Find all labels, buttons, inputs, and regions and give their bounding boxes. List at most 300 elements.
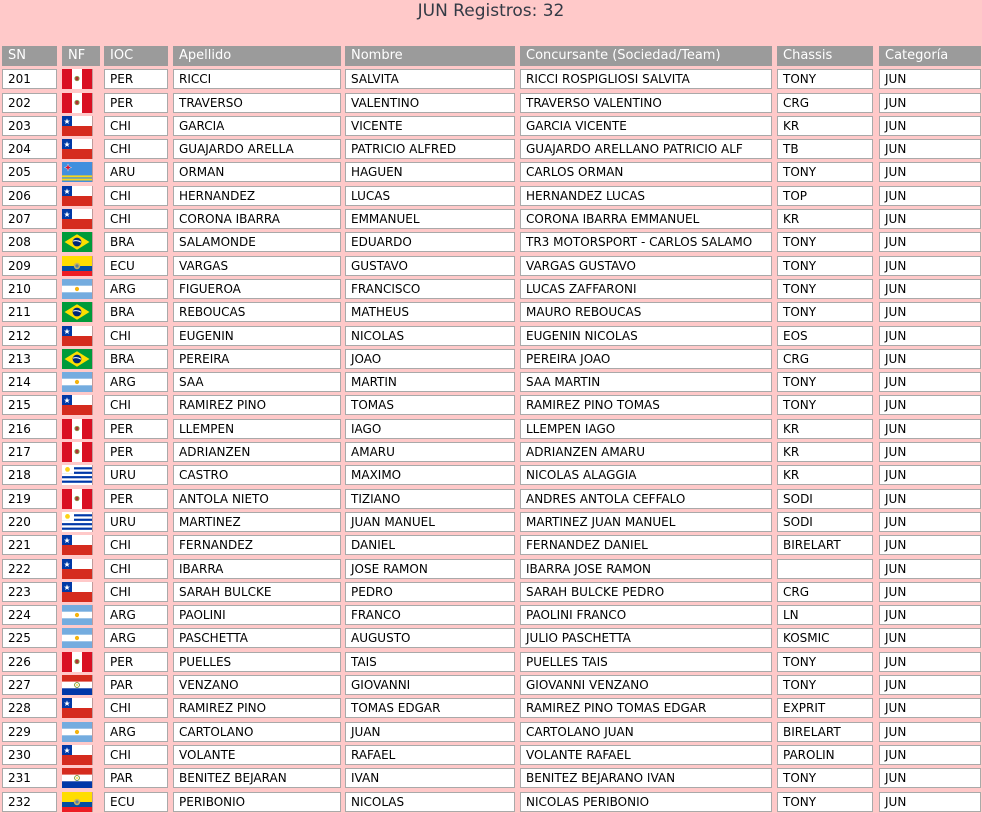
cell-concursante: ANDRES ANTOLA CEFFALO (520, 489, 772, 509)
cell-nombre: TOMAS (345, 395, 515, 415)
cell-concursante: GIOVANNI VENZANO (520, 675, 772, 695)
column-header-sn: SN (2, 46, 57, 66)
cell-nombre: MARTIN (345, 372, 515, 392)
cell-nombre: PEDRO (345, 582, 515, 602)
column-header-concursante: Concursante (Sociedad/Team) (520, 46, 772, 66)
cell-concursante: SAA MARTIN (520, 372, 772, 392)
cell-concursante: PEREIRA JOAO (520, 349, 772, 369)
cell-apellido: RAMIREZ PINO (173, 698, 341, 718)
cell-sn: 224 (2, 605, 57, 625)
cell-nombre: JUAN (345, 722, 515, 742)
flag-bra-icon (62, 302, 100, 322)
cell-chassis: TOP (777, 186, 873, 206)
cell-ioc: CHI (104, 139, 168, 159)
cell-chassis: EXPRIT (777, 698, 873, 718)
cell-nombre: TOMAS EDGAR (345, 698, 515, 718)
column-header-apellido: Apellido (173, 46, 341, 66)
cell-chassis: KR (777, 442, 873, 462)
table-row (2, 652, 982, 672)
cell-sn: 212 (2, 326, 57, 346)
cell-concursante: VOLANTE RAFAEL (520, 745, 772, 765)
table-header-row (2, 46, 982, 66)
cell-categoria: JUN (879, 559, 981, 579)
cell-categoria: JUN (879, 209, 981, 229)
cell-categoria: JUN (879, 93, 981, 113)
column-header-chassis: Chassis (777, 46, 873, 66)
flag-chi-icon (62, 535, 100, 555)
flag-chi-icon (62, 116, 100, 136)
cell-ioc: ECU (104, 256, 168, 276)
cell-categoria: JUN (879, 465, 981, 485)
flag-per-icon (62, 489, 100, 509)
table-row (2, 162, 982, 182)
cell-apellido: VENZANO (173, 675, 341, 695)
table-row (2, 559, 982, 579)
cell-sn: 202 (2, 93, 57, 113)
cell-nombre: RAFAEL (345, 745, 515, 765)
cell-apellido: FERNANDEZ (173, 535, 341, 555)
cell-categoria: JUN (879, 675, 981, 695)
cell-nombre: EMMANUEL (345, 209, 515, 229)
cell-chassis: CRG (777, 582, 873, 602)
page-title: JUN Registros: 32 (417, 1, 565, 21)
cell-categoria: JUN (879, 302, 981, 322)
table-row (2, 419, 982, 439)
cell-chassis: CRG (777, 93, 873, 113)
cell-sn: 228 (2, 698, 57, 718)
table-row (2, 465, 982, 485)
cell-categoria: JUN (879, 628, 981, 648)
cell-nombre: VALENTINO (345, 93, 515, 113)
cell-chassis: TONY (777, 162, 873, 182)
table-row (2, 372, 982, 392)
cell-sn: 220 (2, 512, 57, 532)
cell-concursante: RAMIREZ PINO TOMAS EDGAR (520, 698, 772, 718)
flag-chi-icon (62, 395, 100, 415)
cell-sn: 210 (2, 279, 57, 299)
cell-categoria: JUN (879, 395, 981, 415)
cell-chassis: TONY (777, 232, 873, 252)
flag-uru-icon (62, 465, 100, 485)
cell-concursante: FERNANDEZ DANIEL (520, 535, 772, 555)
table-row (2, 116, 982, 136)
table-body (2, 69, 982, 811)
registrations-table (0, 46, 982, 812)
cell-categoria: JUN (879, 256, 981, 276)
cell-apellido: VARGAS (173, 256, 341, 276)
cell-apellido: CARTOLANO (173, 722, 341, 742)
cell-concursante: VARGAS GUSTAVO (520, 256, 772, 276)
table-row (2, 139, 982, 159)
cell-apellido: EUGENIN (173, 326, 341, 346)
cell-concursante: MAURO REBOUCAS (520, 302, 772, 322)
cell-concursante: GUAJARDO ARELLANO PATRICIO ALF (520, 139, 772, 159)
cell-concursante: SARAH BULCKE PEDRO (520, 582, 772, 602)
cell-categoria: JUN (879, 372, 981, 392)
cell-apellido: FIGUEROA (173, 279, 341, 299)
flag-ecu-icon (62, 792, 100, 812)
cell-chassis: KR (777, 209, 873, 229)
cell-concursante: PUELLES TAIS (520, 652, 772, 672)
table-row (2, 722, 982, 742)
cell-chassis: SODI (777, 512, 873, 532)
cell-concursante: CORONA IBARRA EMMANUEL (520, 209, 772, 229)
flag-chi-icon (62, 326, 100, 346)
cell-chassis: TONY (777, 675, 873, 695)
table-row (2, 698, 982, 718)
cell-categoria: JUN (879, 69, 981, 89)
cell-chassis: TONY (777, 256, 873, 276)
cell-nombre: PATRICIO ALFRED (345, 139, 515, 159)
cell-ioc: BRA (104, 232, 168, 252)
cell-ioc: CHI (104, 395, 168, 415)
cell-apellido: GARCIA (173, 116, 341, 136)
cell-apellido: TRAVERSO (173, 93, 341, 113)
cell-chassis: TONY (777, 372, 873, 392)
cell-concursante: BENITEZ BEJARANO IVAN (520, 768, 772, 788)
column-header-ioc: IOC (104, 46, 168, 66)
cell-nombre: NICOLAS (345, 326, 515, 346)
cell-concursante: NICOLAS ALAGGIA (520, 465, 772, 485)
cell-ioc: BRA (104, 349, 168, 369)
cell-nombre: EDUARDO (345, 232, 515, 252)
cell-sn: 208 (2, 232, 57, 252)
table-row (2, 349, 982, 369)
flag-arg-icon (62, 722, 100, 742)
cell-chassis: TONY (777, 652, 873, 672)
cell-ioc: CHI (104, 209, 168, 229)
table-row (2, 675, 982, 695)
cell-chassis: CRG (777, 349, 873, 369)
cell-categoria: JUN (879, 279, 981, 299)
cell-apellido: SARAH BULCKE (173, 582, 341, 602)
cell-ioc: ARG (104, 372, 168, 392)
cell-concursante: TR3 MOTORSPORT - CARLOS SALAMO (520, 232, 772, 252)
table-row (2, 93, 982, 113)
cell-nombre: VICENTE (345, 116, 515, 136)
cell-nombre: DANIEL (345, 535, 515, 555)
cell-nombre: IVAN (345, 768, 515, 788)
flag-per-icon (62, 69, 100, 89)
cell-ioc: ARG (104, 279, 168, 299)
cell-ioc: PER (104, 69, 168, 89)
cell-apellido: PEREIRA (173, 349, 341, 369)
cell-nombre: HAGUEN (345, 162, 515, 182)
cell-sn: 209 (2, 256, 57, 276)
cell-sn: 204 (2, 139, 57, 159)
cell-ioc: CHI (104, 116, 168, 136)
cell-concursante: RICCI ROSPIGLIOSI SALVITA (520, 69, 772, 89)
cell-chassis: TONY (777, 302, 873, 322)
cell-sn: 225 (2, 628, 57, 648)
cell-concursante: EUGENIN NICOLAS (520, 326, 772, 346)
cell-chassis: KR (777, 419, 873, 439)
cell-concursante: JULIO PASCHETTA (520, 628, 772, 648)
cell-ioc: URU (104, 465, 168, 485)
column-header-categoria: Categoría (879, 46, 981, 66)
table-row (2, 326, 982, 346)
flag-per-icon (62, 419, 100, 439)
flag-arg-icon (62, 605, 100, 625)
cell-concursante: TRAVERSO VALENTINO (520, 93, 772, 113)
cell-concursante: RAMIREZ PINO TOMAS (520, 395, 772, 415)
cell-concursante: LUCAS ZAFFARONI (520, 279, 772, 299)
cell-ioc: CHI (104, 535, 168, 555)
cell-concursante: GARCIA VICENTE (520, 116, 772, 136)
flag-arg-icon (62, 628, 100, 648)
cell-concursante: IBARRA JOSE RAMON (520, 559, 772, 579)
cell-apellido: SALAMONDE (173, 232, 341, 252)
cell-ioc: PER (104, 442, 168, 462)
cell-categoria: JUN (879, 535, 981, 555)
table-row (2, 69, 982, 89)
cell-ioc: CHI (104, 698, 168, 718)
cell-categoria: JUN (879, 745, 981, 765)
flag-chi-icon (62, 698, 100, 718)
cell-sn: 227 (2, 675, 57, 695)
table-row (2, 792, 982, 812)
cell-sn: 222 (2, 559, 57, 579)
cell-apellido: SAA (173, 372, 341, 392)
cell-categoria: JUN (879, 116, 981, 136)
flag-bra-icon (62, 349, 100, 369)
cell-sn: 229 (2, 722, 57, 742)
cell-ioc: CHI (104, 186, 168, 206)
cell-apellido: LLEMPEN (173, 419, 341, 439)
cell-nombre: TAIS (345, 652, 515, 672)
cell-chassis: KR (777, 116, 873, 136)
cell-ioc: BRA (104, 302, 168, 322)
cell-chassis: BIRELART (777, 722, 873, 742)
table-row (2, 582, 982, 602)
cell-categoria: JUN (879, 349, 981, 369)
table-row (2, 232, 982, 252)
cell-apellido: HERNANDEZ (173, 186, 341, 206)
table-row (2, 442, 982, 462)
cell-categoria: JUN (879, 232, 981, 252)
cell-ioc: URU (104, 512, 168, 532)
cell-apellido: MARTINEZ (173, 512, 341, 532)
cell-nombre: AUGUSTO (345, 628, 515, 648)
cell-nombre: FRANCO (345, 605, 515, 625)
cell-sn: 207 (2, 209, 57, 229)
cell-chassis: BIRELART (777, 535, 873, 555)
table-row (2, 256, 982, 276)
cell-chassis: KOSMIC (777, 628, 873, 648)
cell-categoria: JUN (879, 139, 981, 159)
flag-chi-icon (62, 186, 100, 206)
cell-ioc: ECU (104, 792, 168, 812)
table-row (2, 535, 982, 555)
cell-categoria: JUN (879, 326, 981, 346)
cell-sn: 203 (2, 116, 57, 136)
table-row (2, 768, 982, 788)
cell-chassis: TONY (777, 395, 873, 415)
column-header-nombre: Nombre (345, 46, 515, 66)
cell-sn: 216 (2, 419, 57, 439)
table-row (2, 489, 982, 509)
flag-aru-icon (62, 162, 100, 182)
cell-ioc: PER (104, 489, 168, 509)
cell-chassis: TONY (777, 279, 873, 299)
flag-par-icon (62, 675, 100, 695)
cell-sn: 217 (2, 442, 57, 462)
table-row (2, 628, 982, 648)
cell-apellido: PUELLES (173, 652, 341, 672)
cell-apellido: ADRIANZEN (173, 442, 341, 462)
flag-chi-icon (62, 209, 100, 229)
cell-apellido: IBARRA (173, 559, 341, 579)
table-row (2, 512, 982, 532)
cell-apellido: RAMIREZ PINO (173, 395, 341, 415)
cell-ioc: CHI (104, 326, 168, 346)
cell-concursante: CARLOS ORMAN (520, 162, 772, 182)
cell-nombre: GIOVANNI (345, 675, 515, 695)
cell-chassis: TONY (777, 69, 873, 89)
cell-nombre: MATHEUS (345, 302, 515, 322)
cell-sn: 223 (2, 582, 57, 602)
table-row (2, 395, 982, 415)
flag-chi-icon (62, 559, 100, 579)
table-row (2, 279, 982, 299)
cell-sn: 221 (2, 535, 57, 555)
cell-concursante: NICOLAS PERIBONIO (520, 792, 772, 812)
flag-chi-icon (62, 582, 100, 602)
cell-apellido: PAOLINI (173, 605, 341, 625)
cell-nombre: SALVITA (345, 69, 515, 89)
cell-sn: 231 (2, 768, 57, 788)
cell-sn: 213 (2, 349, 57, 369)
flag-per-icon (62, 652, 100, 672)
cell-nombre: JOSE RAMON (345, 559, 515, 579)
cell-chassis: EOS (777, 326, 873, 346)
cell-ioc: CHI (104, 582, 168, 602)
cell-ioc: PAR (104, 675, 168, 695)
flag-chi-icon (62, 745, 100, 765)
cell-apellido: BENITEZ BEJARAN (173, 768, 341, 788)
flag-chi-icon (62, 139, 100, 159)
cell-concursante: LLEMPEN IAGO (520, 419, 772, 439)
cell-apellido: CORONA IBARRA (173, 209, 341, 229)
cell-apellido: REBOUCAS (173, 302, 341, 322)
cell-categoria: JUN (879, 186, 981, 206)
cell-concursante: HERNANDEZ LUCAS (520, 186, 772, 206)
cell-concursante: CARTOLANO JUAN (520, 722, 772, 742)
cell-apellido: ANTOLA NIETO (173, 489, 341, 509)
cell-ioc: ARG (104, 628, 168, 648)
cell-ioc: ARU (104, 162, 168, 182)
cell-sn: 206 (2, 186, 57, 206)
cell-nombre: NICOLAS (345, 792, 515, 812)
table-row (2, 186, 982, 206)
cell-chassis (777, 559, 873, 579)
cell-concursante: MARTINEZ JUAN MANUEL (520, 512, 772, 532)
cell-concursante: PAOLINI FRANCO (520, 605, 772, 625)
flag-per-icon (62, 442, 100, 462)
cell-chassis: TONY (777, 768, 873, 788)
cell-categoria: JUN (879, 512, 981, 532)
cell-sn: 215 (2, 395, 57, 415)
flag-par-icon (62, 768, 100, 788)
cell-chassis: TONY (777, 792, 873, 812)
cell-chassis: SODI (777, 489, 873, 509)
cell-sn: 214 (2, 372, 57, 392)
cell-nombre: IAGO (345, 419, 515, 439)
cell-chassis: TB (777, 139, 873, 159)
cell-apellido: VOLANTE (173, 745, 341, 765)
cell-apellido: GUAJARDO ARELLA (173, 139, 341, 159)
table-row (2, 745, 982, 765)
cell-concursante: ADRIANZEN AMARU (520, 442, 772, 462)
cell-apellido: PASCHETTA (173, 628, 341, 648)
cell-sn: 230 (2, 745, 57, 765)
table-row (2, 209, 982, 229)
cell-ioc: PER (104, 652, 168, 672)
cell-sn: 219 (2, 489, 57, 509)
cell-ioc: PER (104, 419, 168, 439)
cell-nombre: GUSTAVO (345, 256, 515, 276)
cell-categoria: JUN (879, 419, 981, 439)
cell-nombre: MAXIMO (345, 465, 515, 485)
cell-chassis: KR (777, 465, 873, 485)
flag-bra-icon (62, 232, 100, 252)
cell-nombre: LUCAS (345, 186, 515, 206)
column-header-nf: NF (62, 46, 100, 66)
cell-categoria: JUN (879, 489, 981, 509)
cell-nombre: FRANCISCO (345, 279, 515, 299)
flag-arg-icon (62, 372, 100, 392)
cell-categoria: JUN (879, 582, 981, 602)
cell-categoria: JUN (879, 162, 981, 182)
cell-apellido: RICCI (173, 69, 341, 89)
flag-per-icon (62, 93, 100, 113)
cell-nombre: JOAO (345, 349, 515, 369)
flag-ecu-icon (62, 256, 100, 276)
cell-chassis: LN (777, 605, 873, 625)
flag-arg-icon (62, 279, 100, 299)
table-row (2, 605, 982, 625)
cell-ioc: ARG (104, 722, 168, 742)
cell-ioc: PER (104, 93, 168, 113)
cell-apellido: CASTRO (173, 465, 341, 485)
cell-sn: 226 (2, 652, 57, 672)
cell-categoria: JUN (879, 442, 981, 462)
cell-ioc: CHI (104, 559, 168, 579)
cell-categoria: JUN (879, 722, 981, 742)
cell-ioc: CHI (104, 745, 168, 765)
cell-sn: 232 (2, 792, 57, 812)
cell-apellido: PERIBONIO (173, 792, 341, 812)
cell-categoria: JUN (879, 768, 981, 788)
cell-nombre: TIZIANO (345, 489, 515, 509)
table-row (2, 302, 982, 322)
flag-uru-icon (62, 512, 100, 532)
cell-ioc: PAR (104, 768, 168, 788)
cell-nombre: AMARU (345, 442, 515, 462)
cell-sn: 201 (2, 69, 57, 89)
cell-categoria: JUN (879, 698, 981, 718)
cell-nombre: JUAN MANUEL (345, 512, 515, 532)
cell-categoria: JUN (879, 605, 981, 625)
cell-sn: 218 (2, 465, 57, 485)
cell-sn: 205 (2, 162, 57, 182)
cell-chassis: PAROLIN (777, 745, 873, 765)
cell-sn: 211 (2, 302, 57, 322)
cell-ioc: ARG (104, 605, 168, 625)
cell-apellido: ORMAN (173, 162, 341, 182)
cell-categoria: JUN (879, 792, 981, 812)
cell-categoria: JUN (879, 652, 981, 672)
